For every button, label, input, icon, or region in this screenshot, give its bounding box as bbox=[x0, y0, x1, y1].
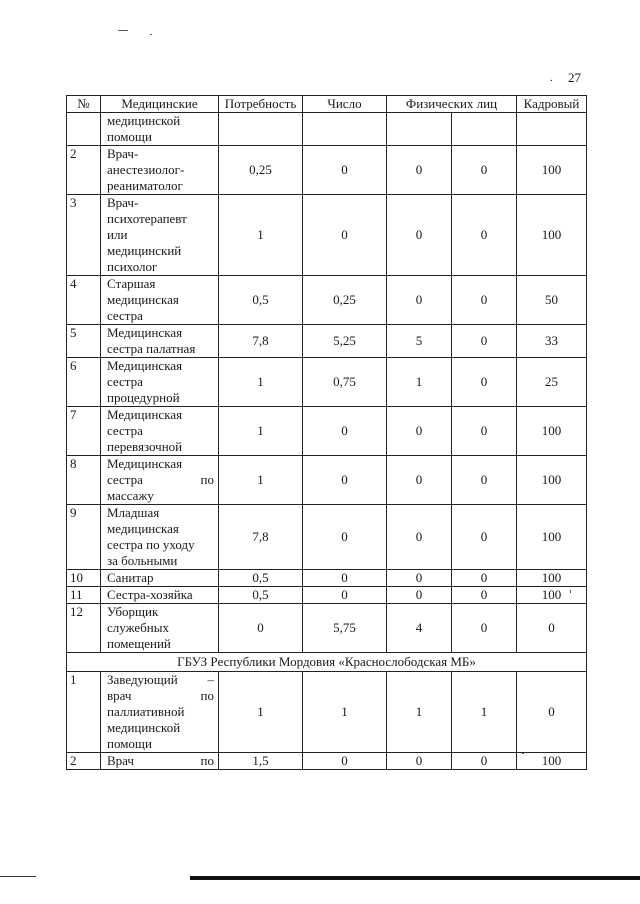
position-name-line: Врач- bbox=[107, 146, 139, 161]
table-row bbox=[67, 570, 587, 587]
physical-persons-value: 0 bbox=[387, 587, 452, 604]
physical-persons-value: 0 bbox=[452, 604, 517, 653]
position-name-line: психотерапевт bbox=[107, 211, 187, 226]
table-row bbox=[67, 604, 587, 653]
page-number: 27 bbox=[568, 70, 581, 85]
row-number: 2 bbox=[67, 146, 101, 195]
position-name-line: сестра bbox=[107, 308, 143, 323]
position-name-word: по bbox=[200, 753, 214, 768]
position-name-line: анестезиолог- bbox=[107, 162, 185, 177]
header-position: Медицинские bbox=[101, 96, 219, 113]
physical-persons-value: 4 bbox=[387, 604, 452, 653]
position-name-word: Заведующий bbox=[107, 672, 178, 687]
position-name-word: Врач bbox=[107, 753, 134, 768]
need-value: 0,25 bbox=[219, 146, 303, 195]
physical-persons-value: 0 bbox=[387, 195, 452, 276]
count-value: 0,75 bbox=[303, 358, 387, 407]
need-value: 0,5 bbox=[219, 587, 303, 604]
row-number bbox=[67, 113, 101, 146]
position-name-line bbox=[107, 672, 214, 688]
need-value: 1 bbox=[219, 358, 303, 407]
row-number: 11 bbox=[67, 587, 101, 604]
header-staffing: Кадровый bbox=[517, 96, 587, 113]
count-value: 5,75 bbox=[303, 604, 387, 653]
physical-persons-value: 0 bbox=[452, 146, 517, 195]
table-row bbox=[67, 146, 587, 195]
scan-speck bbox=[118, 30, 128, 31]
position-name bbox=[101, 587, 219, 604]
position-name-line: Сестра-хозяйка bbox=[107, 587, 193, 602]
need-value: 1 bbox=[219, 672, 303, 753]
position-name-line: Старшая bbox=[107, 276, 156, 291]
position-name-line: Санитар bbox=[107, 570, 154, 585]
physical-persons-value: 0 bbox=[452, 456, 517, 505]
physical-persons-value: 0 bbox=[387, 570, 452, 587]
position-name-line: Медицинская bbox=[107, 325, 183, 340]
position-name bbox=[101, 456, 219, 505]
need-value: 7,8 bbox=[219, 325, 303, 358]
table-row bbox=[67, 456, 587, 505]
position-name-line: реаниматолог bbox=[107, 178, 183, 193]
position-name-line: массажу bbox=[107, 488, 154, 503]
header-number: № bbox=[67, 96, 101, 113]
position-name-line: Младшая bbox=[107, 505, 160, 520]
physical-persons-value: 0 bbox=[387, 753, 452, 770]
position-name-line: Врач- bbox=[107, 195, 139, 210]
position-name-line: Уборщик bbox=[107, 604, 159, 619]
position-name-line: сестра bbox=[107, 423, 143, 438]
physical-persons-value: 0 bbox=[387, 407, 452, 456]
position-name-line: помощи bbox=[107, 736, 152, 751]
position-name-word: по bbox=[200, 688, 214, 703]
physical-persons-value: 0 bbox=[387, 146, 452, 195]
physical-persons-value: 0 bbox=[452, 407, 517, 456]
physical-persons-value: 1 bbox=[387, 672, 452, 753]
physical-persons-value: 0 bbox=[387, 276, 452, 325]
header-count: Число bbox=[303, 96, 387, 113]
position-name-line: Медицинская bbox=[107, 407, 183, 422]
count-value: 0 bbox=[303, 505, 387, 570]
header-need: Потребность bbox=[219, 96, 303, 113]
physical-persons-value: 0 bbox=[452, 587, 517, 604]
position-name-line: или bbox=[107, 227, 128, 242]
row-number: 8 bbox=[67, 456, 101, 505]
physical-persons-value: 0 bbox=[452, 276, 517, 325]
position-name-line bbox=[107, 688, 214, 704]
physical-persons-value: 0 bbox=[452, 358, 517, 407]
need-value: 1 bbox=[219, 195, 303, 276]
physical-persons-value: 5 bbox=[387, 325, 452, 358]
count-value: 0 bbox=[303, 146, 387, 195]
physical-persons-value bbox=[387, 113, 452, 146]
section-row bbox=[67, 653, 587, 672]
page-number-mark: . bbox=[550, 72, 553, 84]
position-name bbox=[101, 146, 219, 195]
need-value: 1 bbox=[219, 456, 303, 505]
position-name-line: Медицинская bbox=[107, 456, 183, 471]
physical-persons-value: 1 bbox=[452, 672, 517, 753]
count-value: 0 bbox=[303, 587, 387, 604]
position-name-line: медицинская bbox=[107, 292, 179, 307]
count-value: 0,25 bbox=[303, 276, 387, 325]
table-row bbox=[67, 407, 587, 456]
table-row bbox=[67, 587, 587, 604]
count-value: 0 bbox=[303, 407, 387, 456]
position-name-word: сестра bbox=[107, 472, 143, 487]
position-name-line bbox=[107, 472, 214, 488]
table-body-block2 bbox=[67, 672, 587, 770]
position-name-word: – bbox=[207, 672, 214, 687]
row-number: 5 bbox=[67, 325, 101, 358]
physical-persons-value: 0 bbox=[452, 325, 517, 358]
header-physical-persons: Физических лиц bbox=[387, 96, 517, 113]
physical-persons-value: 0 bbox=[387, 456, 452, 505]
position-name-line: процедурной bbox=[107, 390, 180, 405]
staffing-value: 100 bbox=[517, 587, 587, 604]
count-value: 0 bbox=[303, 195, 387, 276]
position-name bbox=[101, 753, 219, 770]
position-name bbox=[101, 358, 219, 407]
position-name-line: помощи bbox=[107, 129, 152, 144]
table-body-block1 bbox=[67, 113, 587, 653]
position-name-line bbox=[107, 753, 214, 769]
position-name-line: сестра bbox=[107, 374, 143, 389]
physical-persons-value: 0 bbox=[452, 195, 517, 276]
count-value: 0 bbox=[303, 753, 387, 770]
position-name-line: медицинский bbox=[107, 243, 182, 258]
staffing-value: 100 bbox=[517, 753, 587, 770]
need-value: 0,5 bbox=[219, 276, 303, 325]
row-number: 2 bbox=[67, 753, 101, 770]
physical-persons-value: 0 bbox=[452, 505, 517, 570]
physical-persons-value: 1 bbox=[387, 358, 452, 407]
position-name-line: психолог bbox=[107, 259, 158, 274]
position-name-line: служебных bbox=[107, 620, 169, 635]
staffing-value: 0 bbox=[517, 672, 587, 753]
position-name-word: по bbox=[200, 472, 214, 487]
row-number: 6 bbox=[67, 358, 101, 407]
position-name-line: медицинской bbox=[107, 720, 181, 735]
table-row bbox=[67, 672, 587, 753]
table-row bbox=[67, 195, 587, 276]
position-name bbox=[101, 672, 219, 753]
count-value bbox=[303, 113, 387, 146]
table-row bbox=[67, 753, 587, 770]
table-header-row bbox=[67, 96, 587, 113]
physical-persons-value: 0 bbox=[387, 505, 452, 570]
scan-speck bbox=[150, 34, 152, 35]
position-name-line: медицинской bbox=[107, 113, 181, 128]
position-name-line: паллиативной bbox=[107, 704, 185, 719]
scan-edge-line bbox=[0, 876, 36, 877]
position-name bbox=[101, 113, 219, 146]
row-number: 9 bbox=[67, 505, 101, 570]
count-value: 0 bbox=[303, 570, 387, 587]
position-name bbox=[101, 604, 219, 653]
position-name-line: за больными bbox=[107, 553, 178, 568]
staffing-value: 100 bbox=[517, 570, 587, 587]
row-number: 3 bbox=[67, 195, 101, 276]
position-name bbox=[101, 276, 219, 325]
position-name-word: врач bbox=[107, 688, 132, 703]
position-name bbox=[101, 325, 219, 358]
row-number: 12 bbox=[67, 604, 101, 653]
physical-persons-value: 0 bbox=[452, 570, 517, 587]
physical-persons-value bbox=[452, 113, 517, 146]
staffing-value: 100 bbox=[517, 146, 587, 195]
staffing-value: 25 bbox=[517, 358, 587, 407]
position-name-line: помещений bbox=[107, 636, 171, 651]
staffing-table bbox=[66, 95, 587, 770]
scan-edge-line bbox=[190, 876, 640, 880]
staffing-value: 100 bbox=[517, 456, 587, 505]
count-value: 0 bbox=[303, 456, 387, 505]
staffing-value: 0 bbox=[517, 604, 587, 653]
staffing-value: 33 bbox=[517, 325, 587, 358]
need-value: 1,5 bbox=[219, 753, 303, 770]
table-row-continuation bbox=[67, 113, 587, 146]
position-name bbox=[101, 195, 219, 276]
position-name-line: медицинская bbox=[107, 521, 179, 536]
position-name-line: перевязочной bbox=[107, 439, 183, 454]
position-name bbox=[101, 570, 219, 587]
table-section bbox=[67, 653, 587, 672]
position-name-line: Медицинская bbox=[107, 358, 183, 373]
count-value: 1 bbox=[303, 672, 387, 753]
section-title: ГБУЗ Республики Мордовия «Краснослободская МБ» bbox=[67, 653, 587, 672]
table-row bbox=[67, 505, 587, 570]
staffing-value: 100 bbox=[517, 505, 587, 570]
staffing-value: 50 bbox=[517, 276, 587, 325]
table-row bbox=[67, 325, 587, 358]
staffing-value: 100 bbox=[517, 407, 587, 456]
position-name-line: сестра по уходу bbox=[107, 537, 195, 552]
need-value: 0 bbox=[219, 604, 303, 653]
position-name bbox=[101, 505, 219, 570]
need-value: 7,8 bbox=[219, 505, 303, 570]
staffing-value bbox=[517, 113, 587, 146]
position-name-line: сестра палатная bbox=[107, 341, 196, 356]
count-value: 5,25 bbox=[303, 325, 387, 358]
physical-persons-value: 0 bbox=[452, 753, 517, 770]
need-value: 0,5 bbox=[219, 570, 303, 587]
position-name bbox=[101, 407, 219, 456]
need-value bbox=[219, 113, 303, 146]
row-number: 1 bbox=[67, 672, 101, 753]
row-number: 7 bbox=[67, 407, 101, 456]
row-number: 4 bbox=[67, 276, 101, 325]
row-number: 10 bbox=[67, 570, 101, 587]
need-value: 1 bbox=[219, 407, 303, 456]
staffing-value: 100 bbox=[517, 195, 587, 276]
table-row bbox=[67, 276, 587, 325]
table-row bbox=[67, 358, 587, 407]
